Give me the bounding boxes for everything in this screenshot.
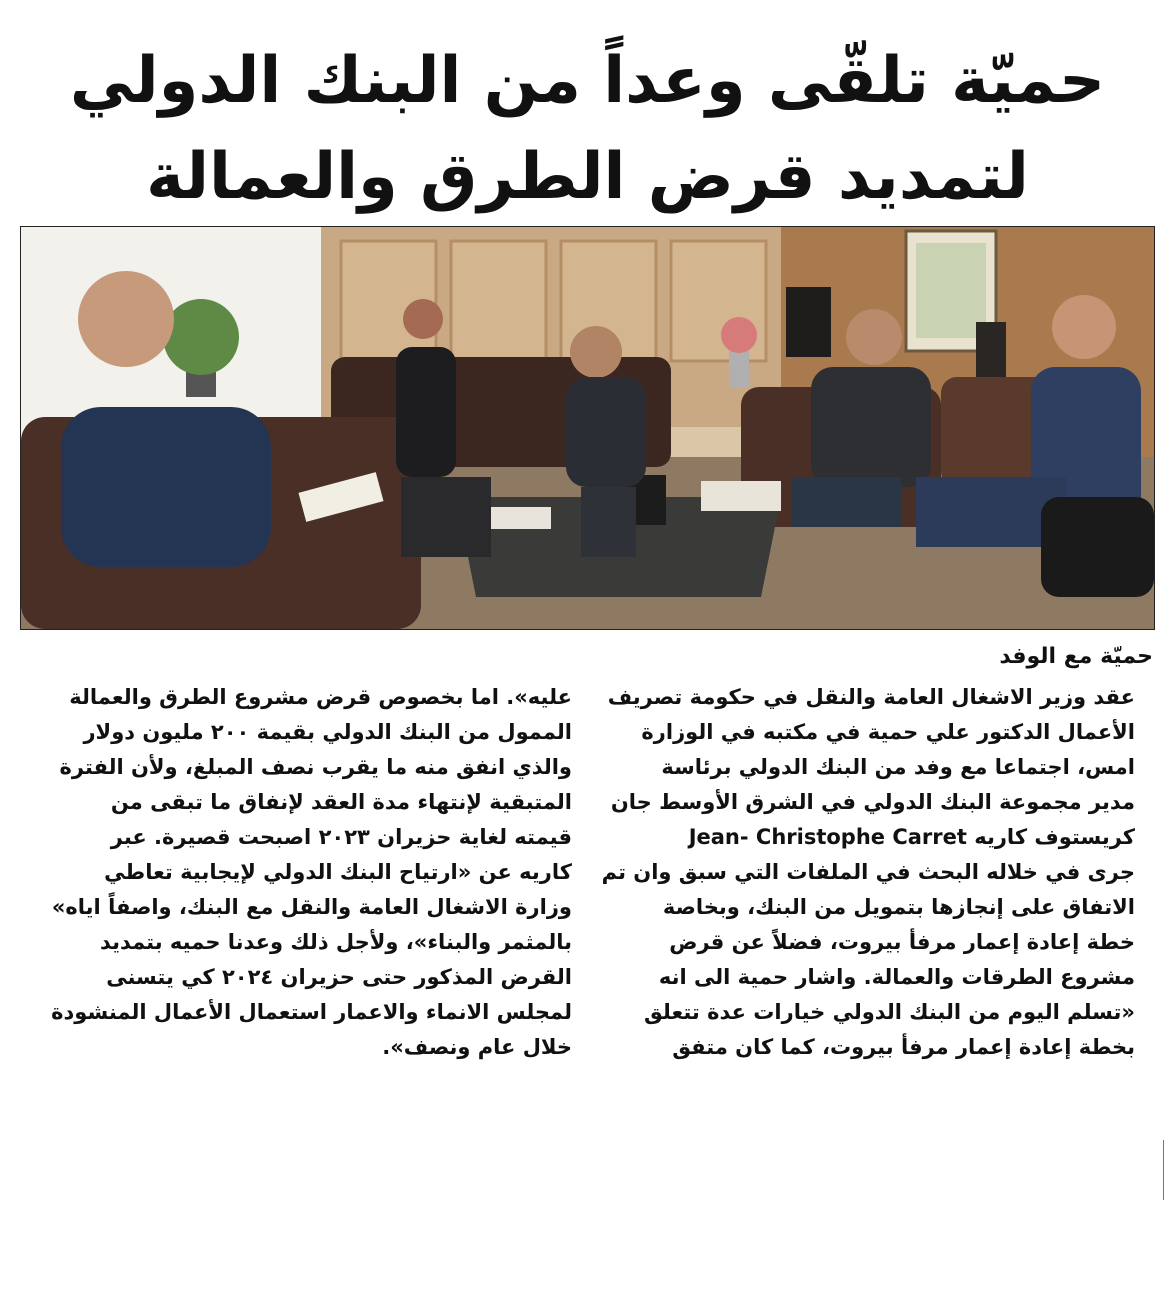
meeting-photo [20,226,1155,630]
article-line: الأعمال الدكتور علي حمية في مكتبه في الوزارة [641,720,1135,744]
photo-caption: حميّة مع الوفد [999,644,1153,669]
column-divider [1163,1140,1164,1200]
article-line: كاريه عن «ارتياح البنك الدولي لإيجابية تعاطي [104,860,572,884]
article-line: لمجلس الانماء والاعمار استعمال الأعمال المنشودة [51,1000,572,1024]
article-line: خطة إعادة إعمار مرفأ بيروت، فضلاً عن قرض [669,930,1135,954]
article-line: عقد وزير الاشغال العامة والنقل في حكومة تصريف [607,685,1135,709]
article-line: بالمثمر والبناء»، ولأجل ذلك وعدنا حميه بتمديد [99,930,572,954]
article-line: كريستوف كاريه Jean- Christophe Carret [688,825,1135,849]
article-column-right [600,680,1135,1065]
article-line: الممول من البنك الدولي بقيمة ٢٠٠ مليون دولار [83,720,572,744]
article-column-left [20,680,572,1065]
article-line: مدير مجموعة البنك الدولي في الشرق الأوسط جان [610,790,1135,814]
headline-line-1: حميّة تلقّى وعداً من البنك الدولي [69,44,1106,118]
article-line: مشروع الطرقات والعمالة. واشار حمية الى انه [658,965,1135,989]
article-line: خلال عام ونصف». [382,1035,572,1059]
article-line: قيمته لغاية حزيران ٢٠٢٣ اصبحت قصيرة. عبر [110,825,572,849]
article-line: جرى في خلاله البحث في الملفات التي سبق وان تم [601,860,1135,884]
article-line: بخطة إعادة إعمار مرفأ بيروت، كما كان متفق [672,1035,1135,1059]
article-line: القرض المذكور حتى حزيران ٢٠٢٤ كي يتسنى [106,965,572,989]
article-line: وزارة الاشغال العامة والنقل مع البنك، واصفاً اياه» [51,895,572,919]
article-line: المتبقية لإنتهاء مدة العقد لإنفاق ما تبقى من [110,790,572,814]
article-line: الاتفاق على إنجازها بتمويل من البنك، وبخاصة [662,895,1135,919]
article-line: امس، اجتماعا مع وفد من البنك الدولي برئاسة [661,755,1135,779]
article-line: عليه». اما بخصوص قرض مشروع الطرق والعمالة [69,685,572,709]
article-line: والذي انفق منه ما يقرب نصف المبلغ، ولأن الفترة [59,755,572,779]
headline-line-2: لتمديد قرض الطرق والعمالة [146,140,1029,214]
article-line: «تسلم اليوم من البنك الدولي خيارات عدة تتعلق [644,1000,1135,1024]
